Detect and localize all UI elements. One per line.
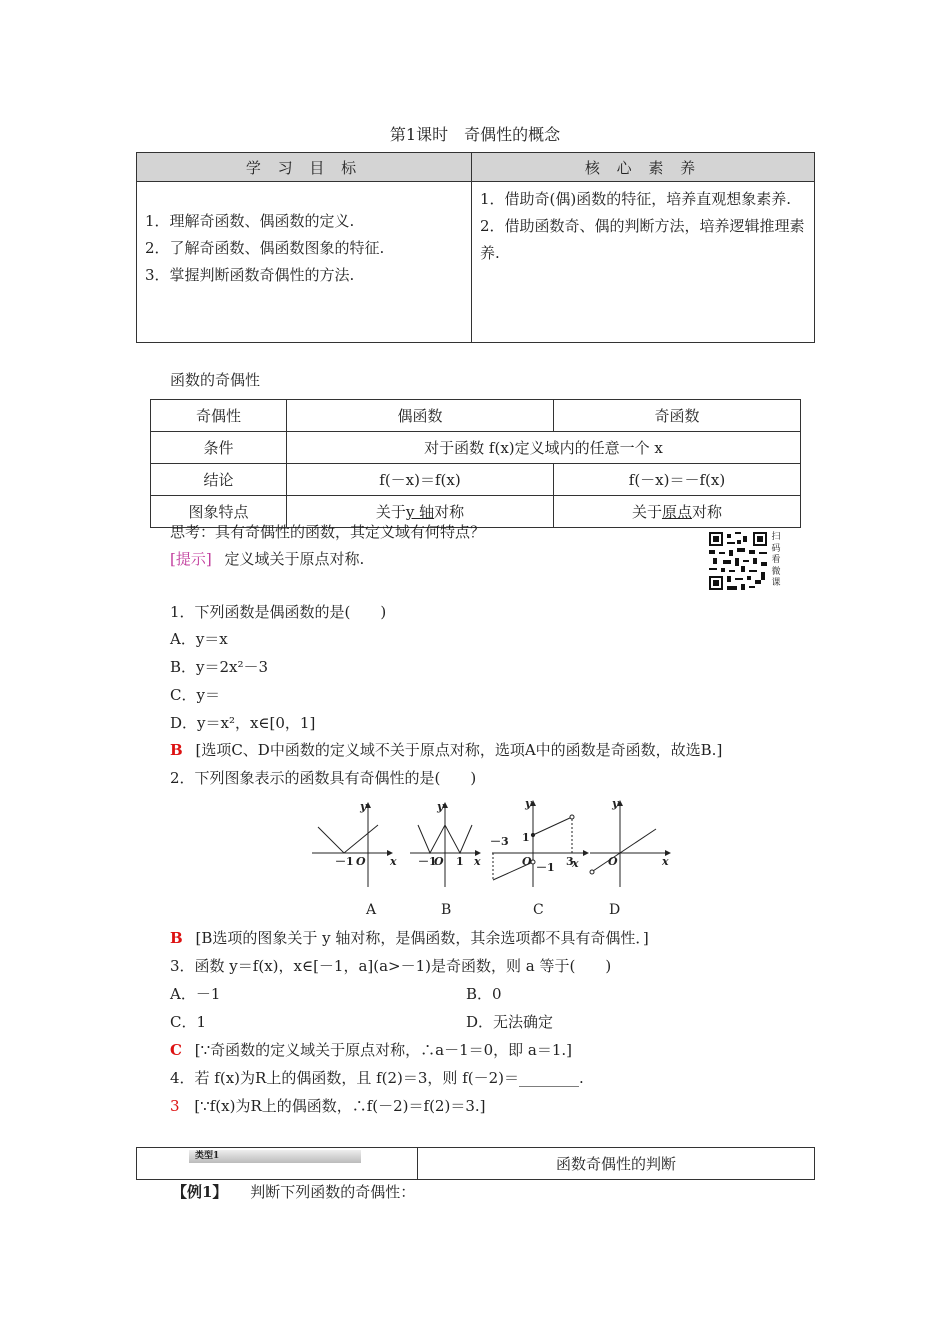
svg-text:－3: －3 — [490, 835, 509, 848]
q3-option-a: A．－1 — [170, 985, 221, 1003]
svg-text:O: O — [608, 855, 618, 868]
svg-text:1: 1 — [456, 855, 464, 868]
example-text: 判断下列函数的奇偶性： — [250, 1183, 416, 1201]
goal-3: 3．掌握判断函数奇偶性的方法. — [145, 266, 355, 284]
q3-option-b: B．0 — [466, 985, 502, 1003]
q1-option-b: B．y＝2x²－3 — [170, 658, 269, 676]
hint-line — [170, 549, 364, 569]
q2-answer-line — [170, 928, 649, 948]
literacy-2: 2．借助函数奇、偶的判断方法，培养逻辑推理素养. — [480, 217, 805, 262]
even-graph-feature: 关于y 轴对称 — [287, 496, 554, 528]
q1-option-a: A．y＝x — [170, 630, 228, 648]
goals-cell — [137, 182, 472, 343]
svg-text:O: O — [522, 855, 532, 868]
svg-text:1: 1 — [522, 831, 530, 844]
row-label-condition: 条件 — [151, 432, 287, 464]
svg-text:－1: －1 — [536, 861, 555, 874]
row-label-conclusion: 结论 — [151, 464, 287, 496]
graph-label-c: C — [533, 902, 544, 918]
condition-cell: 对于函数 f(x)定义域内的任意一个 x — [287, 432, 801, 464]
q3-answer: C — [170, 1041, 182, 1059]
type-banner — [136, 1147, 815, 1180]
q3-stem: 3．函数 y＝f(x)，x∈[－1，a](a>－1)是奇函数，则 a 等于( ) — [170, 957, 612, 975]
even-header: 偶函数 — [287, 400, 554, 432]
q2-explain: [B选项的图象关于 y 轴对称，是偶函数，其余选项都不具有奇偶性．] — [195, 929, 649, 947]
hint-tag: [提示] — [170, 550, 212, 568]
type-title: 函数奇偶性的判断 — [418, 1148, 815, 1180]
graph-label-b: B — [441, 902, 452, 918]
parity-table — [150, 399, 801, 528]
svg-text:y: y — [612, 797, 619, 810]
graph-a — [312, 803, 392, 887]
q3-answer-line — [170, 1040, 572, 1060]
q1-stem: 1．下列函数是偶函数的是( ) — [170, 603, 387, 621]
qr-code-icon[interactable] — [709, 532, 767, 590]
think-question: 思考：具有奇偶性的函数，其定义域有何特点？ — [170, 523, 486, 541]
qr-caption: 扫 码 看 微 课 — [771, 532, 781, 588]
q4-explain: [∵f(x)为R上的偶函数，∴f(－2)＝f(2)＝3.] — [194, 1097, 486, 1115]
parity-header: 奇偶性 — [151, 400, 287, 432]
type-banner-left — [137, 1148, 418, 1180]
hint-text: 定义域关于原点对称. — [224, 550, 365, 568]
q3-explain: [∵奇函数的定义域关于原点对称，∴a－1＝0，即 a＝1.] — [194, 1041, 573, 1059]
svg-text:x: x — [662, 855, 669, 868]
header-literacy: 核 心 素 养 — [472, 153, 815, 182]
odd-header: 奇函数 — [554, 400, 801, 432]
q2-answer: B — [170, 929, 183, 947]
header-goals: 学 习 目 标 — [137, 153, 472, 182]
q1-option-c: C．y＝ — [170, 686, 220, 704]
q2-stem: 2．下列图象表示的函数具有奇偶性的是( ) — [170, 769, 477, 787]
section-title: 函数的奇偶性 — [170, 371, 261, 389]
q4-answer-line — [170, 1096, 486, 1116]
svg-text:x: x — [390, 855, 397, 868]
q1-option-d: D．y＝x²，x∈[0，1] — [170, 714, 316, 732]
literacy-1: 1．借助奇(偶)函数的特征，培养直观想象素养. — [480, 190, 792, 208]
svg-text:O: O — [356, 855, 366, 868]
even-conclusion: f(－x)＝f(x) — [287, 464, 554, 496]
q1-answer: B — [170, 741, 183, 759]
graph-b — [410, 803, 480, 887]
type-tag: 类型1 — [189, 1150, 361, 1163]
graph-d — [590, 801, 670, 887]
svg-text:3: 3 — [566, 855, 574, 868]
example-line — [172, 1182, 415, 1202]
objectives-table — [136, 152, 815, 343]
graph-label-a: A — [366, 902, 377, 918]
svg-text:x: x — [474, 855, 481, 868]
q1-answer-line — [170, 740, 722, 760]
svg-text:y: y — [437, 800, 444, 813]
q3-option-c: C．1 — [170, 1013, 207, 1031]
goal-2: 2．了解奇函数、偶函数图象的特征. — [145, 239, 385, 257]
odd-conclusion: f(－x)＝－f(x) — [554, 464, 801, 496]
svg-text:O: O — [434, 855, 444, 868]
goal-1: 1．理解奇函数、偶函数的定义. — [145, 212, 355, 230]
literacy-cell — [472, 182, 815, 343]
odd-graph-feature: 关于原点对称 — [554, 496, 801, 528]
page-title: 第1课时 奇偶性的概念 — [389, 125, 561, 144]
q4-answer: 3 — [170, 1097, 180, 1115]
q4-stem: 4．若 f(x)为R上的偶函数，且 f(2)＝3，则 f(－2)＝________. — [170, 1069, 584, 1087]
svg-text:－1: －1 — [335, 855, 354, 868]
q3-option-d: D．无法确定 — [466, 1013, 554, 1031]
graph-label-d: D — [609, 902, 621, 918]
example-tag: 【例1】 — [172, 1183, 228, 1201]
svg-text:y: y — [360, 800, 367, 813]
svg-text:y: y — [525, 797, 532, 810]
q2-graphs — [310, 795, 680, 895]
row-label-graph: 图象特点 — [151, 496, 287, 528]
svg-text:x: x — [572, 857, 579, 870]
svg-text:－1: －1 — [418, 855, 437, 868]
q1-explain: [选项C、D中函数的定义域不关于原点对称，选项A中的函数是奇函数，故选B.] — [195, 741, 723, 759]
